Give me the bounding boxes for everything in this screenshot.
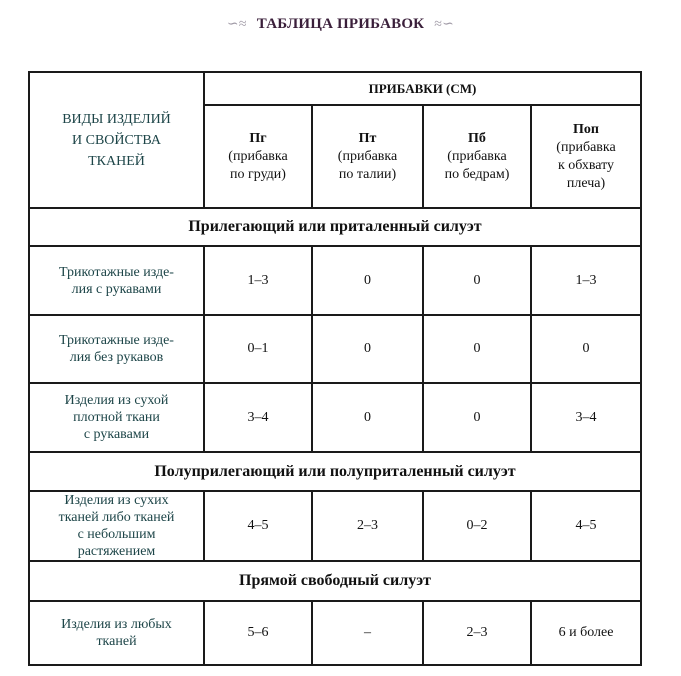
text-line: Изделия из любых bbox=[61, 617, 172, 632]
text-line: (прибавка bbox=[228, 148, 288, 164]
value-cell: 0 bbox=[423, 246, 531, 315]
section-row bbox=[29, 561, 641, 601]
text-line: по талии) bbox=[338, 166, 397, 182]
text-line: тканей bbox=[96, 634, 137, 649]
text-line: по бедрам) bbox=[444, 166, 510, 182]
value-cell: 0 bbox=[312, 246, 423, 315]
value-cell: 0–2 bbox=[423, 491, 531, 561]
title-text: ТАБЛИЦА ПРИБАВОК bbox=[256, 16, 425, 32]
text-line: (прибавка bbox=[447, 148, 507, 164]
table-row bbox=[29, 246, 641, 315]
table-row bbox=[29, 491, 641, 561]
column-header bbox=[312, 105, 423, 208]
text-line: к обхвату bbox=[557, 157, 615, 173]
ornament-left-icon: ∽≈ bbox=[226, 17, 247, 32]
column-header-items bbox=[29, 72, 204, 208]
table-row bbox=[29, 315, 641, 383]
text-line: тканей либо тканей bbox=[58, 510, 175, 525]
column-abbr: Пб bbox=[468, 130, 486, 146]
value-cell: 4–5 bbox=[204, 491, 312, 561]
value-cell: 4–5 bbox=[531, 491, 641, 561]
column-header bbox=[423, 105, 531, 208]
table-row bbox=[29, 601, 641, 665]
value-cell: 0–1 bbox=[204, 315, 312, 383]
value-cell: – bbox=[312, 601, 423, 665]
value-cell: 0 bbox=[531, 315, 641, 383]
row-label bbox=[29, 246, 204, 315]
value-cell: 0 bbox=[423, 383, 531, 452]
ornament-right-icon: ≈∽ bbox=[434, 17, 455, 32]
allowances-table bbox=[28, 71, 642, 666]
value-cell: 1–3 bbox=[531, 246, 641, 315]
value-cell: 0 bbox=[312, 383, 423, 452]
value-cell: 0 bbox=[423, 315, 531, 383]
text-line: И СВОЙСТВА bbox=[72, 132, 161, 148]
column-abbr: Пт bbox=[358, 130, 377, 146]
text-line: плеча) bbox=[566, 175, 606, 191]
text-line: Трикотажные изде- bbox=[59, 333, 174, 348]
header-row bbox=[29, 72, 641, 105]
value-cell: 2–3 bbox=[423, 601, 531, 665]
section-title: Полуприлегающий или полуприталенный силуэт bbox=[29, 452, 641, 491]
value-cell: 0 bbox=[312, 315, 423, 383]
value-cell: 2–3 bbox=[312, 491, 423, 561]
text-line: Изделия из сухой bbox=[64, 393, 169, 408]
table-row bbox=[29, 383, 641, 452]
value-cell: 3–4 bbox=[204, 383, 312, 452]
value-cell: 5–6 bbox=[204, 601, 312, 665]
column-abbr: Пг bbox=[249, 130, 267, 146]
column-group-header: ПРИБАВКИ (СМ) bbox=[204, 72, 641, 105]
column-header bbox=[531, 105, 641, 208]
text-line: (прибавка bbox=[556, 139, 616, 155]
value-cell: 1–3 bbox=[204, 246, 312, 315]
row-label bbox=[29, 491, 204, 561]
section-title: Прямой свободный силуэт bbox=[29, 561, 641, 601]
text-line: по груди) bbox=[230, 166, 286, 182]
section-title: Прилегающий или приталенный силуэт bbox=[29, 208, 641, 246]
page-title bbox=[0, 16, 681, 33]
column-abbr: Поп bbox=[573, 121, 599, 137]
text-line: с небольшим bbox=[77, 527, 156, 542]
text-line: Изделия из сухих bbox=[64, 493, 169, 508]
text-line: лия с рукавами bbox=[71, 281, 162, 297]
section-row bbox=[29, 452, 641, 491]
column-header bbox=[204, 105, 312, 208]
row-label bbox=[29, 315, 204, 383]
text-line: лия без рукавов bbox=[69, 350, 164, 365]
text-line: (прибавка bbox=[337, 148, 398, 164]
value-cell: 3–4 bbox=[531, 383, 641, 452]
text-line: плотной ткани bbox=[73, 410, 160, 425]
text-line: Трикотажные изде- bbox=[59, 264, 174, 280]
row-label bbox=[29, 601, 204, 665]
text-line: растяжением bbox=[77, 544, 156, 559]
text-line: ВИДЫ ИЗДЕЛИЙ bbox=[62, 111, 171, 127]
value-cell: 6 и более bbox=[531, 601, 641, 665]
text-line: ТКАНЕЙ bbox=[88, 153, 145, 169]
text-line: с рукавами bbox=[83, 427, 150, 442]
section-row bbox=[29, 208, 641, 246]
row-label bbox=[29, 383, 204, 452]
